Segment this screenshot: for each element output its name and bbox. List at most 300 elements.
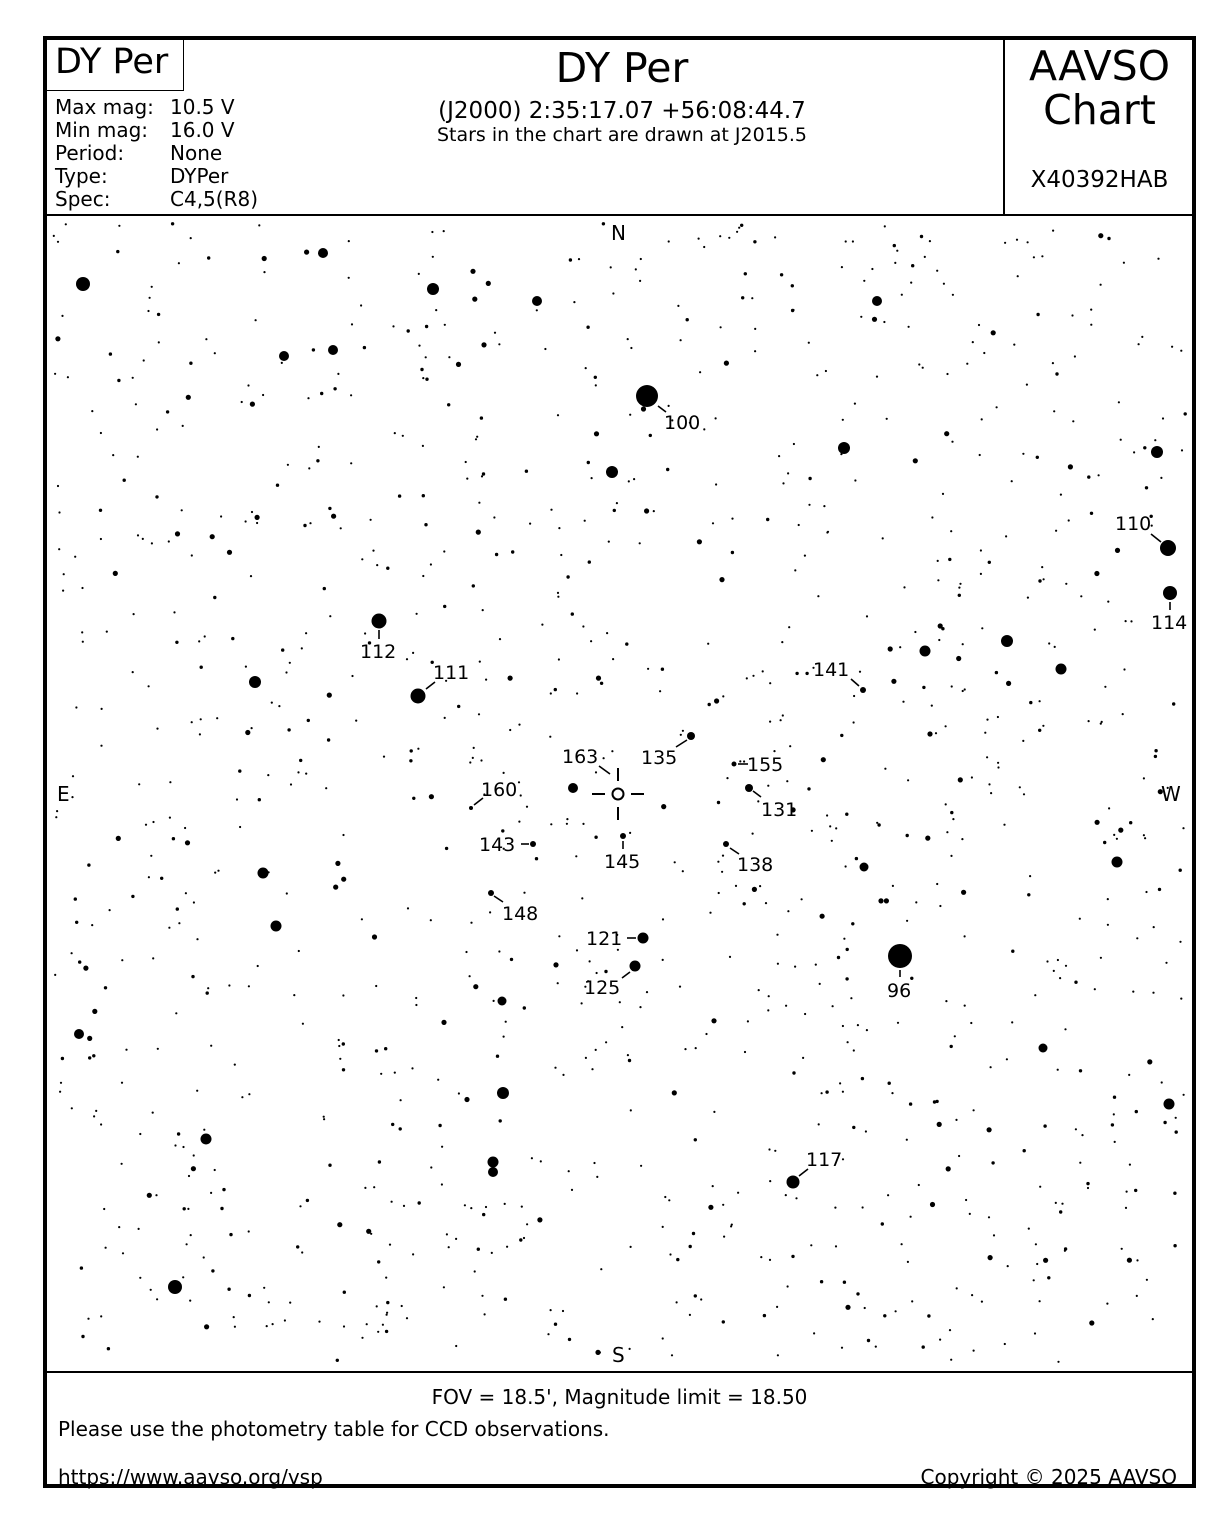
- faint-star: [139, 1277, 141, 1279]
- star-100: [636, 385, 658, 407]
- faint-star: [198, 640, 200, 642]
- faint-star: [677, 305, 679, 307]
- faint-star: [768, 1148, 770, 1150]
- faint-star: [1111, 1123, 1114, 1126]
- faint-star: [156, 728, 158, 730]
- faint-star: [148, 876, 150, 878]
- faint-star: [589, 960, 591, 962]
- faint-star: [152, 957, 154, 959]
- background-stars: [53, 222, 1187, 1363]
- faint-star: [1007, 1265, 1009, 1267]
- faint-star: [918, 363, 920, 365]
- faint-star: [348, 277, 350, 279]
- faint-star: [1175, 1130, 1178, 1133]
- faint-star: [553, 962, 558, 967]
- faint-star: [318, 1321, 320, 1323]
- faint-star: [100, 538, 102, 540]
- faint-star: [286, 892, 288, 894]
- faint-star: [323, 1116, 325, 1118]
- faint-star: [82, 641, 84, 643]
- faint-star: [1055, 372, 1058, 375]
- faint-star: [446, 1233, 448, 1235]
- faint-star: [338, 1039, 340, 1041]
- faint-star: [778, 455, 780, 457]
- faint-star: [596, 1176, 598, 1178]
- faint-star: [712, 522, 714, 524]
- info-value: 10.5 V: [170, 95, 235, 119]
- star: [488, 1157, 499, 1168]
- star: [838, 442, 850, 454]
- faint-star: [835, 827, 837, 829]
- faint-star: [1072, 420, 1074, 422]
- faint-star: [478, 713, 480, 715]
- faint-star: [853, 721, 855, 723]
- faint-star: [485, 1206, 487, 1208]
- comp-label-141: 141: [813, 659, 850, 681]
- faint-star: [600, 1268, 602, 1270]
- faint-star: [323, 587, 326, 590]
- faint-star: [842, 1025, 844, 1027]
- faint-star: [473, 984, 478, 989]
- faint-star: [207, 256, 210, 259]
- faint-star: [391, 1201, 393, 1203]
- faint-star: [922, 686, 925, 689]
- faint-star: [1048, 642, 1050, 644]
- faint-star: [1087, 1187, 1089, 1189]
- faint-star: [1090, 512, 1093, 515]
- faint-star: [726, 777, 728, 779]
- faint-star: [818, 1123, 820, 1125]
- faint-star: [608, 541, 610, 543]
- faint-star: [891, 1092, 893, 1094]
- faint-star: [287, 464, 289, 466]
- faint-star: [151, 286, 153, 288]
- faint-star: [469, 975, 471, 977]
- faint-star: [864, 1307, 866, 1309]
- faint-star: [884, 768, 886, 770]
- faint-star: [606, 632, 608, 634]
- faint-star: [554, 1067, 556, 1069]
- faint-star: [60, 1082, 62, 1084]
- faint-star: [662, 918, 664, 920]
- faint-star: [853, 695, 855, 697]
- faint-star: [87, 1318, 89, 1320]
- faint-star: [676, 1258, 679, 1261]
- faint-star: [594, 836, 597, 839]
- faint-star: [649, 434, 652, 437]
- faint-star: [290, 783, 292, 785]
- faint-star: [289, 1302, 291, 1304]
- faint-star: [1086, 1182, 1089, 1185]
- faint-star: [1038, 579, 1041, 582]
- copyright: Copyright © 2025 AAVSO: [920, 1465, 1177, 1489]
- faint-star: [942, 493, 944, 495]
- faint-star: [699, 371, 701, 373]
- faint-star: [1054, 646, 1056, 648]
- faint-star: [370, 519, 372, 521]
- faint-star: [1157, 258, 1159, 260]
- faint-star: [866, 1029, 868, 1031]
- faint-star: [596, 676, 601, 681]
- faint-star: [758, 989, 760, 991]
- faint-star: [482, 1213, 485, 1216]
- faint-star: [644, 508, 649, 513]
- faint-star: [248, 1294, 251, 1297]
- faint-star: [420, 368, 423, 371]
- faint-star: [1128, 1074, 1130, 1076]
- info-value: DYPer: [170, 164, 229, 188]
- faint-star: [892, 885, 894, 887]
- faint-star: [739, 760, 741, 762]
- faint-star: [189, 362, 192, 365]
- faint-star: [950, 811, 953, 814]
- faint-star: [1090, 324, 1092, 326]
- faint-star: [557, 592, 559, 594]
- faint-star: [1094, 571, 1099, 576]
- faint-star: [398, 494, 401, 497]
- faint-star: [284, 1319, 286, 1321]
- faint-star: [887, 1194, 889, 1196]
- faint-star: [186, 1243, 188, 1245]
- faint-star: [930, 1202, 935, 1207]
- faint-star: [430, 563, 432, 565]
- faint-star: [929, 240, 931, 242]
- faint-star: [664, 1196, 666, 1198]
- faint-star: [187, 1208, 189, 1210]
- faint-star: [203, 1129, 205, 1131]
- faint-star: [855, 857, 858, 860]
- faint-star: [308, 467, 310, 469]
- faint-star: [193, 1154, 195, 1156]
- faint-star: [323, 1118, 325, 1120]
- faint-star: [410, 749, 413, 752]
- faint-star: [988, 783, 990, 785]
- faint-star: [613, 509, 616, 512]
- faint-star: [401, 1305, 403, 1307]
- faint-star: [304, 250, 309, 255]
- faint-star: [722, 1320, 725, 1323]
- faint-star: [1094, 629, 1096, 631]
- faint-star: [1125, 1207, 1127, 1209]
- faint-star: [680, 734, 682, 736]
- faint-star: [325, 787, 327, 789]
- faint-star: [997, 762, 999, 764]
- faint-star: [1022, 453, 1024, 455]
- faint-star: [373, 1186, 375, 1188]
- faint-star: [121, 1163, 123, 1165]
- faint-star: [730, 1225, 732, 1227]
- faint-star: [429, 794, 434, 799]
- faint-star: [990, 792, 992, 794]
- faint-star: [952, 294, 954, 296]
- faint-star: [200, 718, 202, 720]
- faint-star: [906, 920, 908, 922]
- faint-star: [594, 376, 597, 379]
- faint-star: [946, 373, 948, 375]
- faint-star: [1057, 1361, 1059, 1363]
- faint-star: [1121, 1248, 1123, 1250]
- faint-star: [521, 1206, 523, 1208]
- comp-label-100: 100: [664, 412, 701, 434]
- faint-star: [862, 1206, 864, 1208]
- faint-star: [71, 952, 73, 954]
- faint-star: [1113, 1113, 1115, 1115]
- faint-star: [914, 631, 916, 633]
- star: [318, 248, 328, 258]
- faint-star: [911, 1300, 913, 1302]
- faint-star: [1041, 255, 1043, 257]
- faint-star: [1152, 992, 1154, 994]
- faint-star: [954, 1035, 956, 1037]
- faint-star: [425, 356, 427, 358]
- faint-star: [741, 296, 744, 299]
- faint-star: [444, 717, 446, 719]
- faint-star: [640, 258, 642, 260]
- faint-star: [859, 671, 861, 673]
- faint-star: [549, 736, 551, 738]
- faint-star: [1165, 962, 1167, 964]
- faint-star: [336, 1359, 339, 1362]
- faint-star: [1043, 1258, 1048, 1263]
- faint-star: [214, 352, 216, 354]
- faint-star: [61, 1057, 64, 1060]
- faint-star: [307, 397, 309, 399]
- faint-star: [1034, 994, 1036, 996]
- faint-star: [234, 1326, 236, 1328]
- faint-star: [971, 1294, 973, 1296]
- faint-star: [821, 757, 826, 762]
- faint-star: [719, 235, 721, 237]
- faint-star: [234, 1064, 236, 1066]
- faint-star: [220, 515, 222, 517]
- faint-star: [970, 1022, 972, 1024]
- faint-star: [156, 1298, 158, 1300]
- faint-star: [205, 338, 207, 340]
- faint-star: [92, 1009, 97, 1014]
- faint-star: [1013, 344, 1015, 346]
- faint-star: [1107, 237, 1110, 240]
- faint-star: [573, 301, 575, 303]
- star-131: [745, 784, 753, 792]
- faint-star: [481, 475, 483, 477]
- faint-star: [478, 502, 480, 504]
- direction-north: N: [611, 221, 626, 245]
- faint-star: [805, 672, 808, 675]
- faint-star: [769, 1259, 771, 1261]
- faint-star: [327, 693, 332, 698]
- faint-star: [1182, 827, 1184, 829]
- faint-star: [233, 1316, 235, 1318]
- faint-star: [951, 441, 953, 443]
- leader-110: [1151, 534, 1161, 542]
- faint-star: [435, 309, 437, 311]
- faint-star: [245, 666, 247, 668]
- faint-star: [382, 1324, 384, 1326]
- faint-star: [924, 256, 926, 258]
- faint-star: [886, 418, 888, 420]
- faint-star: [1154, 439, 1156, 441]
- faint-star: [964, 688, 966, 690]
- star: [76, 277, 90, 291]
- faint-star: [852, 1126, 855, 1129]
- faint-star: [107, 1347, 110, 1350]
- faint-star: [845, 1305, 850, 1310]
- faint-star: [1175, 1117, 1177, 1119]
- faint-star: [54, 373, 56, 375]
- faint-star: [339, 1058, 341, 1060]
- faint-star: [557, 414, 559, 416]
- faint-star: [831, 840, 833, 842]
- aavso-url[interactable]: https://www.aavso.org/vsp: [58, 1465, 323, 1489]
- direction-east: E: [57, 782, 70, 806]
- faint-star: [816, 374, 818, 376]
- faint-star: [747, 1020, 749, 1022]
- faint-star: [610, 266, 612, 268]
- faint-star: [135, 403, 137, 405]
- faint-star: [150, 1289, 152, 1291]
- faint-star: [316, 459, 319, 462]
- faint-star: [628, 1059, 631, 1062]
- faint-star: [303, 524, 306, 527]
- faint-star: [1153, 926, 1155, 928]
- faint-star: [509, 729, 511, 731]
- faint-star: [562, 1310, 564, 1312]
- faint-star: [944, 431, 949, 436]
- comp-label-121: 121: [586, 928, 623, 950]
- faint-star: [443, 605, 446, 608]
- faint-star: [1107, 924, 1109, 926]
- faint-star: [883, 321, 885, 323]
- faint-star: [866, 615, 868, 617]
- faint-star: [87, 863, 90, 866]
- faint-star: [56, 810, 58, 812]
- faint-star: [962, 690, 964, 692]
- star: [860, 863, 869, 872]
- faint-star: [116, 836, 121, 841]
- faint-star: [350, 394, 352, 396]
- faint-star: [896, 250, 898, 252]
- faint-star: [882, 537, 884, 539]
- faint-star: [854, 479, 856, 481]
- faint-star: [186, 395, 191, 400]
- faint-star: [372, 550, 374, 552]
- star: [1039, 1044, 1048, 1053]
- faint-star: [418, 345, 420, 347]
- faint-star: [75, 921, 78, 924]
- faint-star: [834, 1207, 836, 1209]
- faint-star: [196, 1090, 198, 1092]
- faint-star: [1132, 991, 1134, 993]
- star: [74, 1029, 84, 1039]
- faint-star: [845, 813, 848, 816]
- faint-star: [901, 1243, 903, 1245]
- comp-label-143: 143: [479, 834, 516, 856]
- faint-star: [854, 403, 856, 405]
- faint-star: [372, 934, 377, 939]
- faint-star: [1130, 620, 1132, 622]
- faint-star: [903, 586, 905, 588]
- faint-star: [143, 359, 145, 361]
- star: [201, 1134, 212, 1145]
- faint-star: [785, 1194, 787, 1196]
- faint-star: [1179, 869, 1182, 872]
- faint-star: [560, 554, 562, 556]
- faint-star: [312, 348, 315, 351]
- faint-star: [1106, 1303, 1108, 1305]
- faint-star: [659, 690, 661, 692]
- faint-star: [582, 625, 584, 627]
- faint-star: [722, 1204, 724, 1206]
- faint-star: [444, 324, 446, 326]
- faint-star: [845, 240, 847, 242]
- faint-star: [819, 983, 821, 985]
- faint-star: [1039, 1186, 1041, 1188]
- faint-star: [1011, 1021, 1013, 1023]
- faint-star: [600, 682, 603, 685]
- faint-star: [817, 595, 819, 597]
- comp-label-131: 131: [761, 799, 798, 821]
- faint-star: [537, 1217, 542, 1222]
- star-135: [687, 732, 695, 740]
- faint-star: [910, 1216, 912, 1218]
- faint-star: [267, 774, 269, 776]
- comp-label-125: 125: [584, 977, 621, 999]
- star: [532, 296, 542, 306]
- faint-star: [689, 1314, 691, 1316]
- faint-star: [1143, 834, 1145, 836]
- faint-star: [724, 361, 729, 366]
- faint-star: [843, 938, 845, 940]
- faint-star: [188, 1175, 190, 1177]
- faint-star: [791, 1255, 794, 1258]
- faint-star: [57, 241, 59, 243]
- faint-star: [927, 731, 932, 736]
- faint-star: [443, 1286, 445, 1288]
- faint-star: [1145, 891, 1147, 893]
- faint-star: [199, 733, 201, 735]
- star-138: [723, 841, 729, 847]
- faint-star: [418, 1201, 421, 1204]
- faint-star: [465, 951, 467, 953]
- faint-star: [425, 378, 428, 381]
- faint-star: [717, 861, 719, 863]
- faint-star: [763, 1314, 766, 1317]
- faint-star: [918, 1184, 920, 1186]
- faint-star: [1114, 1141, 1116, 1143]
- faint-star: [1160, 477, 1162, 479]
- faint-star: [506, 1246, 508, 1248]
- faint-star: [630, 347, 632, 349]
- faint-star: [422, 575, 424, 577]
- faint-star: [407, 907, 409, 909]
- faint-star: [109, 909, 111, 911]
- faint-star: [1061, 1203, 1063, 1205]
- faint-star: [481, 342, 486, 347]
- faint-star: [937, 1122, 942, 1127]
- faint-star: [213, 596, 216, 599]
- star: [168, 1280, 182, 1294]
- faint-star: [815, 964, 817, 966]
- faint-star: [118, 225, 120, 227]
- faint-star: [550, 509, 552, 511]
- faint-star: [377, 1260, 380, 1263]
- faint-star: [1079, 1069, 1082, 1072]
- faint-star: [798, 524, 800, 526]
- faint-star: [61, 315, 63, 317]
- star-117: [787, 1176, 800, 1189]
- faint-star: [101, 708, 103, 710]
- faint-star: [343, 1325, 345, 1327]
